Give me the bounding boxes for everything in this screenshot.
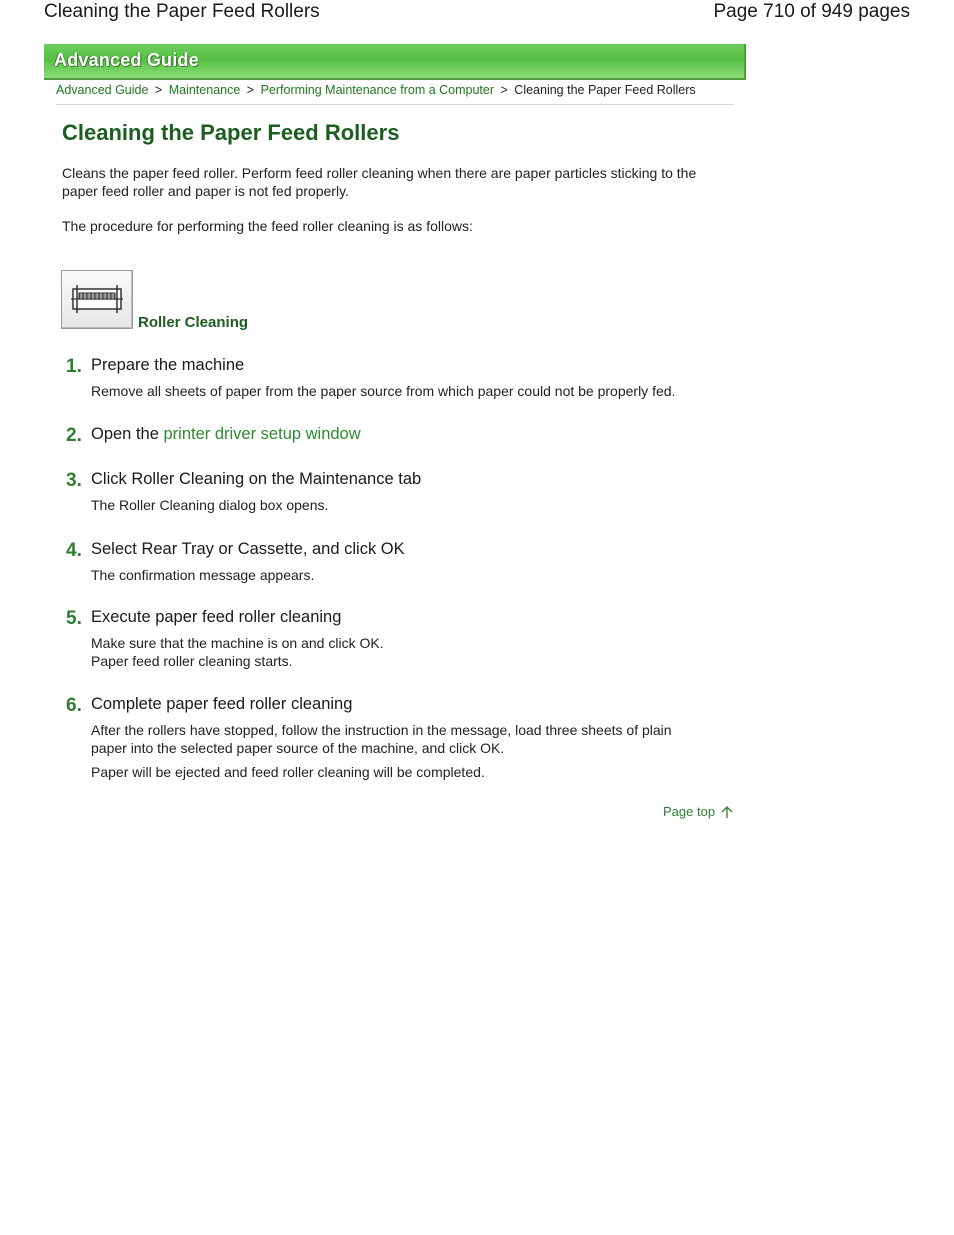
- step-number: 5.: [66, 608, 82, 629]
- step-title: [91, 425, 361, 444]
- step-body: [91, 721, 691, 781]
- breadcrumb-separator: >: [500, 83, 508, 97]
- breadcrumb-link-maintenance[interactable]: Maintenance: [168, 83, 241, 97]
- breadcrumb: [56, 83, 736, 97]
- step-body: [91, 496, 691, 514]
- step-text: Make sure that the machine is on and click OK.: [91, 635, 384, 651]
- step-body: [91, 634, 691, 670]
- divider: [56, 104, 734, 105]
- roller-icon: [69, 277, 125, 321]
- roller-cleaning-label: Roller Cleaning: [138, 314, 249, 331]
- step-text: Paper will be ejected and feed roller cleaning will be completed.: [91, 764, 485, 780]
- page-header-title: Cleaning the Paper Feed Rollers: [44, 1, 320, 22]
- step-title: Complete paper feed roller cleaning: [91, 695, 353, 713]
- page-top-link[interactable]: [663, 803, 733, 819]
- step-body: [91, 566, 691, 584]
- breadcrumb-link-advanced-guide[interactable]: Advanced Guide: [56, 83, 149, 97]
- step-text: The confirmation message appears.: [91, 567, 315, 583]
- banner-title: Advanced Guide: [54, 50, 199, 70]
- step-number: 6.: [66, 695, 82, 716]
- step-text: The Roller Cleaning dialog box opens.: [91, 497, 329, 513]
- page-top-label: Page top: [663, 804, 716, 820]
- step-text: Paper feed roller cleaning starts.: [91, 653, 293, 669]
- step-title: Click Roller Cleaning on the Maintenance tab: [91, 470, 422, 488]
- page-title: Cleaning the Paper Feed Rollers: [62, 120, 400, 145]
- breadcrumb-current: Cleaning the Paper Feed Rollers: [514, 83, 696, 97]
- step-title: Prepare the machine: [91, 356, 245, 374]
- breadcrumb-separator: >: [154, 83, 163, 97]
- step-title: Select Rear Tray or Cassette, and click OK: [91, 540, 405, 558]
- procedure-intro-text: The procedure for performing the feed roller cleaning is as follows:: [62, 218, 473, 234]
- step-text: After the rollers have stopped, follow the instruction in the message, load three sheets of plain paper into the selected paper source of the machine, and click OK.: [91, 722, 672, 756]
- advanced-guide-banner: [44, 44, 746, 80]
- step-number: 4.: [66, 540, 82, 561]
- step-title: Execute paper feed roller cleaning: [91, 608, 342, 626]
- step-number: 2.: [66, 425, 82, 446]
- breadcrumb-link-performing-maintenance[interactable]: Performing Maintenance from a Computer: [260, 83, 495, 97]
- breadcrumb-separator: >: [246, 83, 255, 97]
- page-header: [0, 0, 954, 28]
- step-text: Remove all sheets of paper from the paper source from which paper could not be properly fed.: [91, 383, 676, 399]
- step-number: 1.: [66, 356, 82, 377]
- step-number: 3.: [66, 470, 82, 491]
- roller-cleaning-icon: [61, 270, 133, 329]
- step-body: [91, 382, 691, 400]
- arrow-up-icon: [721, 805, 733, 819]
- step-title-prefix: Open the: [91, 425, 164, 443]
- printer-driver-setup-link[interactable]: printer driver setup window: [163, 425, 361, 443]
- intro-text: Cleans the paper feed roller. Perform feed roller cleaning when there are paper particles sticking to the paper feed roller and paper is not fed properly.: [62, 165, 697, 199]
- page-number: Page 710 of 949 pages: [713, 1, 910, 22]
